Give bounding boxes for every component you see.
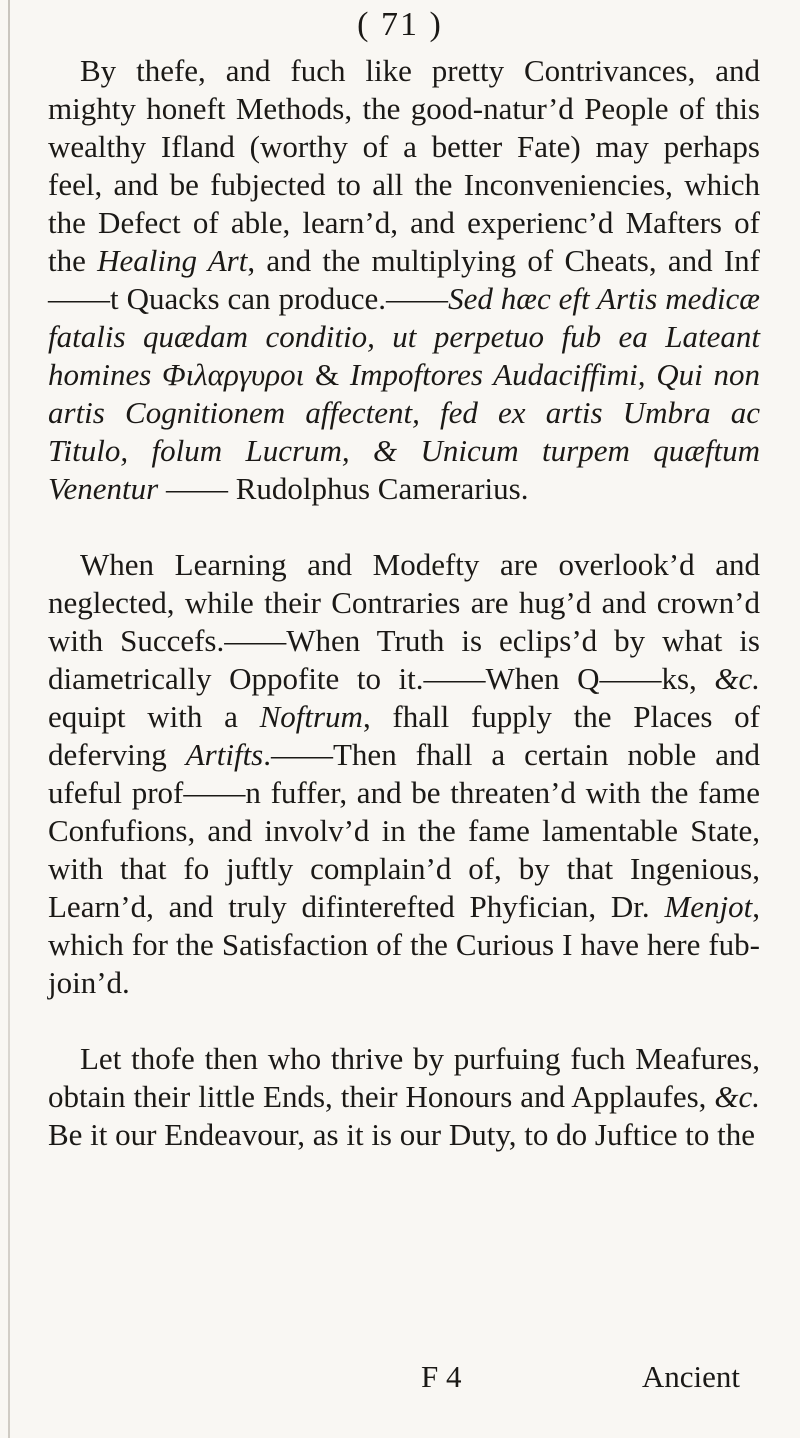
signature-mark: F 4	[421, 1359, 462, 1394]
italic-run: Impoftores Audaciffimi, Qui non artis Cognitionem affectent, fed ex artis Umbra ac Titulo, folum Lucrum, & Unicum turpem quæftum Venentur	[48, 357, 760, 506]
italic-run: Artifts	[185, 737, 264, 772]
text-run: Be it our Endeavour, as it is our Duty, to do Juftice to the	[48, 1117, 756, 1152]
paragraph-1	[48, 52, 760, 508]
paragraph-3	[48, 1040, 760, 1154]
text-run: equipt with a	[48, 699, 260, 734]
catchword: Ancient	[641, 1359, 740, 1394]
italic-run: Noftrum	[259, 699, 363, 734]
text-run: , fhall fupply the Places of deferving	[48, 699, 761, 772]
text-run: —— Rudolphus Camerarius.	[158, 471, 529, 506]
italic-run: &c.	[714, 1079, 760, 1114]
italic-run: &c.	[714, 661, 760, 696]
page-gutter-edge	[8, 0, 10, 1438]
text-run: &	[304, 357, 350, 392]
body-text	[48, 52, 760, 1154]
text-run: When Learning and Modefty are overlook’d and neglected, while their Contraries are hug’d and crown’d with Succefs.——When Truth is eclips’d by what is diametrically Oppofite to it.——When Q——ks,	[48, 547, 760, 696]
text-run: Let thofe then who thrive by purfuing fuch Meafures, obtain their little Ends, their Honours and Applaufes,	[48, 1041, 760, 1114]
paragraph-3-text	[48, 1040, 760, 1154]
text-run: By thefe, and fuch like pretty Contrivances, and mighty honeft Methods, the good-natur’d People of this wealthy Ifland (worthy of a better Fate) may perhaps feel, and be fubjected to all the Inconveniencies, which the Defect of able, learn’d, and experienc’d Mafters of the	[48, 53, 760, 278]
italic-run: Sed hæc eft Artis medicæ fatalis quædam conditio, ut perpetuo fub ea Lateant homines Φιλαργυροι	[48, 281, 760, 392]
paragraph-2	[48, 546, 760, 1002]
italic-run: Menjot	[664, 889, 753, 924]
text-run: , which for the Satisfaction of the Curious I have here fubjoin’d.	[48, 889, 760, 1000]
paragraph-1-text	[48, 52, 760, 508]
italic-run: Healing Art	[97, 243, 248, 278]
text-run: .——Then fhall a certain noble and ufeful prof——n fuffer, and be threaten’d with the fame Confufions, and involv’d in the fame lamentable State, with that fo juftly complain’d of, by that Ingenious, Learn’d, and truly difinterefted Phyfician, Dr.	[48, 737, 760, 924]
page-number: ( 71 )	[357, 6, 443, 43]
paragraph-2-text	[48, 546, 760, 1002]
text-run: , and the multiplying of Cheats, and Inf——t Quacks can produce.——	[48, 243, 760, 316]
